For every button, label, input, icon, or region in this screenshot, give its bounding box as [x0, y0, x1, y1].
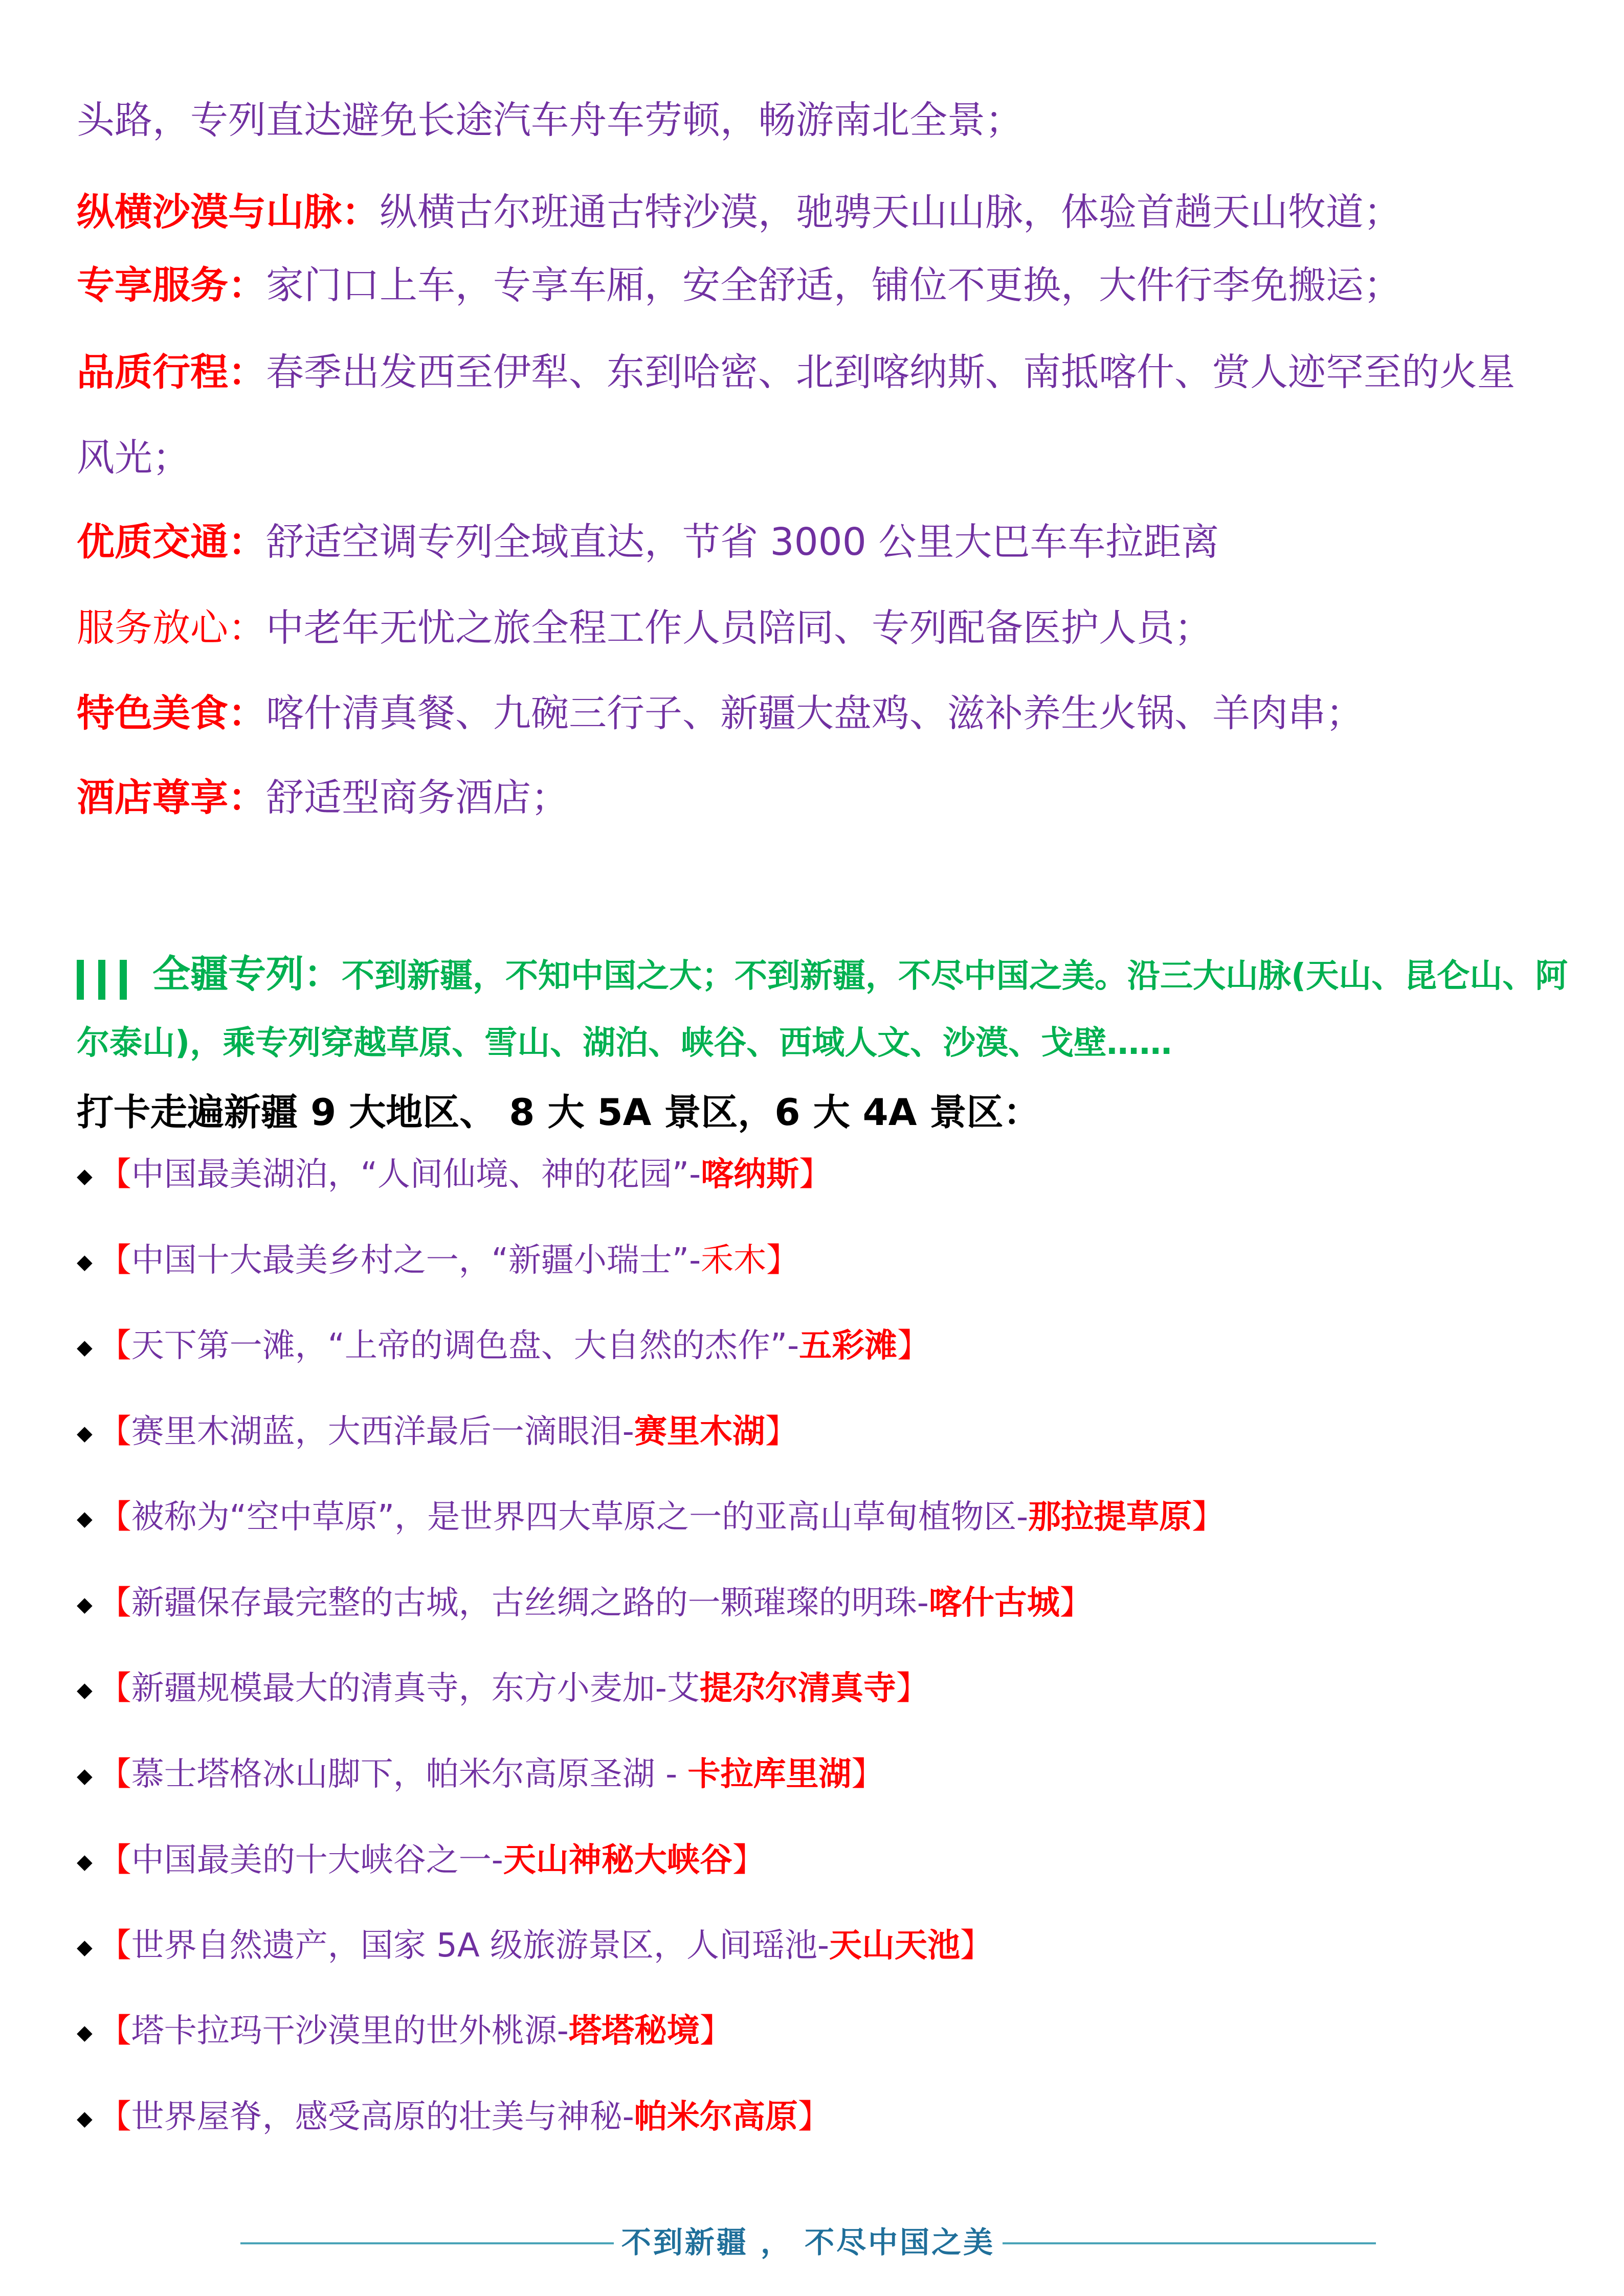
spot-desc: 被称为“空中草原”，是世界四大草原之一的亚高山草甸植物区-	[131, 1498, 1029, 1536]
footer-rule-left	[240, 2242, 614, 2244]
spot-place: 喀什古城	[928, 1584, 1060, 1622]
highlight-label: 优质交通：	[77, 520, 266, 564]
spot-item: ◆ 【世界自然遗产，国家 5A 级旅游景区，人间瑶池-天山天池】	[77, 1927, 993, 1965]
highlight-label: 服务放心：	[77, 606, 266, 650]
highlight-text: 头路，专列直达避免长途汽车舟车劳顿，畅游南北全景；	[77, 98, 1023, 142]
highlight-label: 专享服务：	[77, 263, 266, 307]
spot-place: 天山天池	[829, 1927, 961, 1965]
footer-rule-right	[1003, 2242, 1376, 2244]
diamond-bullet-icon: ◆	[77, 1850, 93, 1874]
highlight-text: 风光；	[77, 436, 190, 480]
spot-item: ◆ 【世界屋脊，感受高原的壮美与神秘-帕米尔高原】	[77, 2098, 831, 2136]
diamond-bullet-icon: ◆	[77, 2021, 93, 2045]
spot-desc: 新疆保存最完整的古城，古丝绸之路的一颗璀璨的明珠-	[131, 1584, 929, 1622]
spot-place: 卡拉库里湖	[687, 1755, 852, 1793]
highlight-text: 纵横古尔班通古特沙漠，驰骋天山山脉，体验首趟天山牧道；	[380, 190, 1401, 234]
spot-place: 喀纳斯	[701, 1156, 799, 1194]
highlight-label: 特色美食：	[77, 691, 266, 735]
diamond-bullet-icon: ◆	[77, 1593, 93, 1617]
highlight-text: 家门口上车，专享车厢，安全舒适，铺位不更换，大件行李免搬运；	[266, 263, 1401, 307]
diamond-bullet-icon: ◆	[77, 2107, 93, 2131]
spot-item: ◆ 【被称为“空中草原”，是世界四大草原之一的亚高山草甸植物区-那拉提草原】	[77, 1498, 1225, 1536]
checkin-heading: 打卡走遍新疆 9 大地区、 8 大 5A 景区，6 大 4A 景区：	[77, 1091, 1040, 1134]
spot-desc: 中国最美湖泊，“人间仙境、神的花园”-	[131, 1156, 701, 1194]
spot-desc: 世界自然遗产，国家 5A 级旅游景区，人间瑶池-	[131, 1927, 830, 1965]
spot-place: 天山神秘大峡谷	[503, 1841, 732, 1879]
highlight-label: 酒店尊享：	[77, 776, 266, 820]
highlight-text: 舒适空调专列全域直达，节省 3000 公里大巴车车拉距离	[266, 520, 1219, 564]
section-text-line1: 不到新疆，不知中国之大；不到新疆，不尽中国之美。沿三大山脉(天山、昆仑山、阿	[342, 957, 1568, 995]
spot-item: ◆ 【中国最美的十大峡谷之一-天山神秘大峡谷】	[77, 1841, 765, 1879]
diamond-bullet-icon: ◆	[77, 1507, 93, 1531]
diamond-bullet-icon: ◆	[77, 1250, 93, 1274]
spot-item: ◆ 【慕士塔格冰山脚下，帕米尔高原圣湖 - 卡拉库里湖】	[77, 1755, 884, 1793]
diamond-bullet-icon: ◆	[77, 1422, 93, 1446]
highlight-line-5	[77, 516, 1560, 568]
spot-place: 塔塔秘境	[568, 2012, 700, 2050]
spot-item: ◆ 【塔卡拉玛干沙漠里的世外桃源-塔塔秘境】	[77, 2012, 732, 2050]
section-heading-line2	[77, 1018, 1560, 1069]
section-text-line2: 尔泰山)，乘专列穿越草原、雪山、湖泊、峡谷、西域人文、沙漠、戈壁……	[77, 1024, 1172, 1062]
spot-place: 禾木	[701, 1242, 767, 1279]
highlight-label: 品质行程：	[77, 350, 266, 394]
spot-place: 赛里木湖	[634, 1413, 765, 1451]
section-bars-icon	[77, 952, 141, 1003]
spot-item: ◆ 【新疆保存最完整的古城，古丝绸之路的一颗璀璨的明珠-喀什古城】	[77, 1584, 1093, 1622]
spot-place: 五彩滩	[799, 1327, 898, 1365]
diamond-bullet-icon: ◆	[77, 1678, 93, 1702]
diamond-bullet-icon: ◆	[77, 1764, 93, 1788]
highlight-line-4	[77, 432, 1560, 483]
highlight-line-8	[77, 772, 1560, 823]
spot-desc: 慕士塔格冰山脚下，帕米尔高原圣湖 -	[131, 1755, 688, 1793]
highlight-text: 喀什清真餐、九碗三行子、新疆大盘鸡、滋补养生火锅、羊肉串；	[266, 691, 1364, 735]
spot-item: ◆ 【中国十大最美乡村之一，“新疆小瑞士”-禾木】	[77, 1242, 799, 1279]
highlight-line-0	[77, 95, 1560, 146]
spot-desc: 世界屋脊，感受高原的壮美与神秘-	[131, 2098, 634, 2136]
highlight-line-3	[77, 347, 1560, 398]
spot-desc: 塔卡拉玛干沙漠里的世外桃源-	[131, 2012, 569, 2050]
highlight-text: 中老年无忧之旅全程工作人员陪同、专列配备医护人员；	[266, 606, 1212, 650]
spot-item: ◆ 【赛里木湖蓝，大西洋最后一滴眼泪-赛里木湖】	[77, 1413, 798, 1451]
footer-slogan: 不到新疆 ， 不尽中国之美	[621, 2225, 995, 2260]
diamond-bullet-icon: ◆	[77, 1164, 93, 1188]
spot-desc: 新疆规模最大的清真寺，东方小麦加-艾	[131, 1670, 700, 1707]
spot-item: ◆ 【中国最美湖泊，“人间仙境、神的花园”-喀纳斯】	[77, 1156, 832, 1194]
spot-desc: 中国十大最美乡村之一，“新疆小瑞士”-	[131, 1242, 701, 1279]
highlight-line-7	[77, 688, 1560, 739]
section-heading	[77, 949, 1568, 1003]
highlight-line-1	[77, 187, 1560, 238]
highlight-text: 春季出发西至伊犁、东到哈密、北到喀纳斯、南抵喀什、赏人迹罕至的火星	[266, 350, 1515, 394]
diamond-bullet-icon: ◆	[77, 1336, 93, 1360]
section-label: 全疆专列：	[152, 952, 342, 996]
highlight-line-6	[77, 602, 1560, 654]
highlight-text: 舒适型商务酒店；	[266, 776, 569, 820]
highlight-line-2	[77, 260, 1560, 311]
spot-desc: 赛里木湖蓝，大西洋最后一滴眼泪-	[131, 1413, 634, 1451]
highlight-label: 纵横沙漠与山脉：	[77, 190, 380, 234]
diamond-bullet-icon: ◆	[77, 1935, 93, 1960]
spot-desc: 天下第一滩，“上帝的调色盘、大自然的杰作”-	[131, 1327, 799, 1365]
spot-item: ◆ 【天下第一滩，“上帝的调色盘、大自然的杰作”-五彩滩】	[77, 1327, 930, 1365]
spot-desc: 中国最美的十大峡谷之一-	[131, 1841, 503, 1879]
spot-place: 那拉提草原	[1028, 1498, 1192, 1536]
page-footer	[0, 2222, 1624, 2263]
spot-place: 提尕尔清真寺	[699, 1670, 896, 1707]
spot-place: 帕米尔高原	[634, 2098, 798, 2136]
spot-item: ◆ 【新疆规模最大的清真寺，东方小麦加-艾提尕尔清真寺】	[77, 1670, 929, 1707]
